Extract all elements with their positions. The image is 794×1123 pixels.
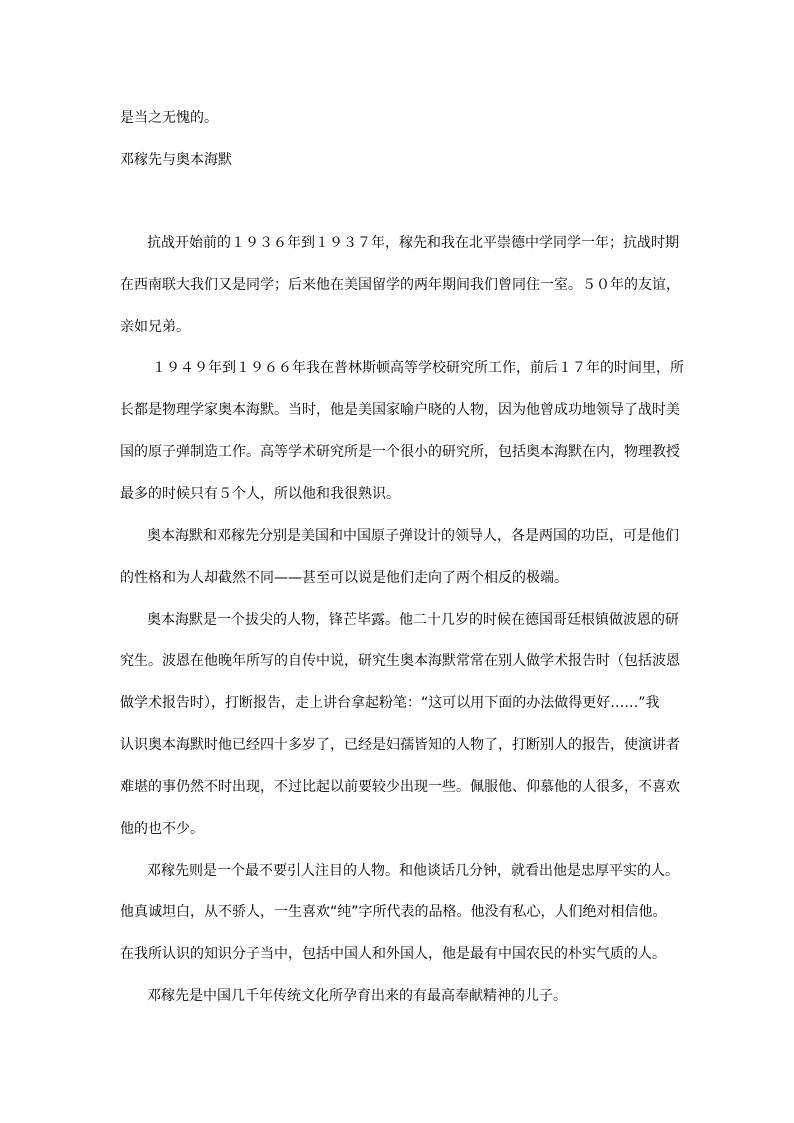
text-line: 的性格和为人却截然不同——甚至可以说是他们走向了两个相反的极端。	[120, 570, 568, 586]
text-line: 难堪的事仍然不时出现，不过比起以前要较少出现一些。佩服他、仰慕他的人很多，不喜欢	[120, 779, 680, 795]
text-line: 抗战开始前的１９３６年到１９３７年，稼先和我在北平崇德中学同学一年；抗战时期	[147, 235, 679, 251]
text-line: 最多的时候只有５个人，所以他和我很熟识。	[120, 486, 400, 502]
text-line: 他的也不少。	[120, 821, 204, 837]
text-line: 在西南联大我们又是同学；后来他在美国留学的两年期间我们曾同住一室。５０年的友谊，	[120, 277, 680, 293]
text-line: 他真诚坦白，从不骄人，一生喜欢“纯”字所代表的品格。他没有私心，人们绝对相信他。	[120, 904, 667, 920]
text-line: 做学术报告时），打断报告，走上讲台拿起粉笔：“这可以用下面的办法做得更好……”我	[120, 695, 660, 711]
text-line: 认识奥本海默时他已经四十多岁了，已经是妇孺皆知的人物了，打断别人的报告，使演讲者	[120, 737, 680, 753]
text-line: 亲如兄弟。	[120, 319, 190, 335]
text-line: 是当之无愧的。	[120, 110, 218, 126]
text-line: 长都是物理学家奥本海默。当时，他是美国家喻户晓的人物，因为他曾成功地领导了战时美	[120, 402, 680, 418]
text-line: １９４９年到１９６６年我在普林斯顿高等学校研究所工作，前后１７年的时间里，所	[152, 360, 684, 376]
text-line: 究生。波恩在他晚年所写的自传中说，研究生奥本海默常常在别人做学术报告时（包括波恩	[120, 653, 680, 669]
text-line: 国的原子弹制造工作。高等学术研究所是一个很小的研究所，包括奥本海默在内，物理教授	[120, 444, 680, 460]
section-heading: 邓稼先与奥本海默	[120, 152, 232, 168]
text-line: 奥本海默是一个拔尖的人物，锋芒毕露。他二十几岁的时候在德国哥廷根镇做波恩的研	[147, 612, 679, 628]
text-line: 在我所认识的知识分子当中，包括中国人和外国人，他是最有中国农民的朴实气质的人。	[120, 946, 666, 962]
text-line: 奥本海默和邓稼先分别是美国和中国原子弹设计的领导人，各是两国的功臣，可是他们	[147, 528, 679, 544]
text-line: 邓稼先则是一个最不要引人注目的人物。和他谈话几分钟，就看出他是忠厚平实的人。	[147, 863, 679, 879]
text-line: 邓稼先是中国几千年传统文化所孕育出来的有最高奉献精神的儿子。	[147, 988, 567, 1004]
